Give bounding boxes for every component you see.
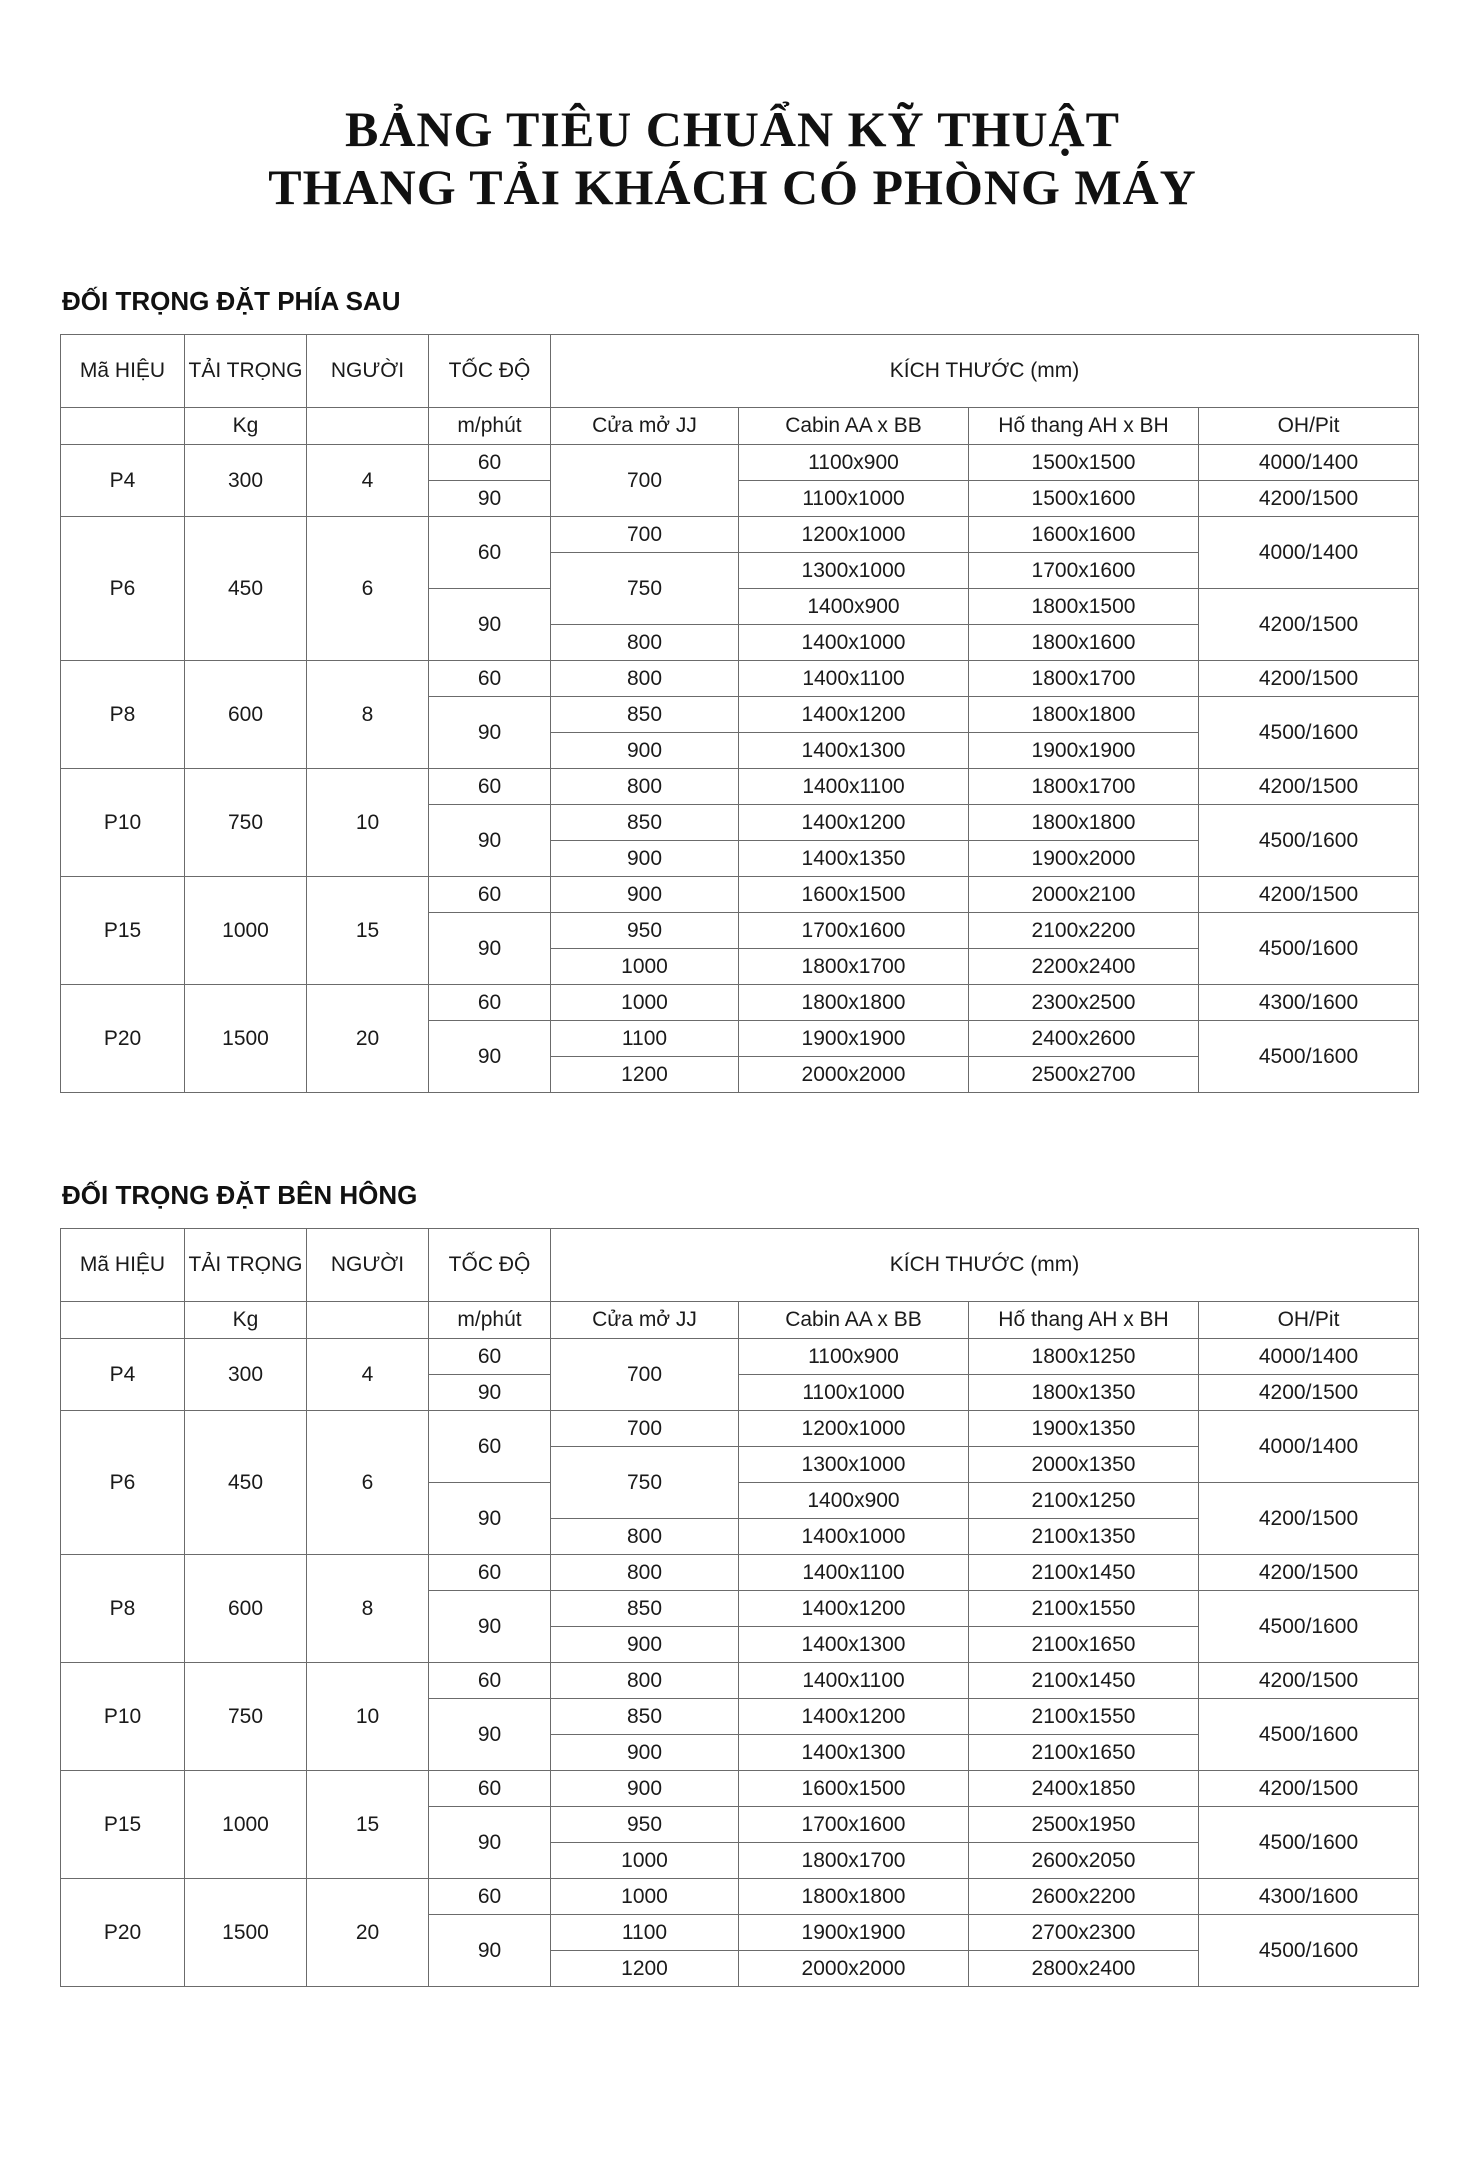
shaft-size-cell: 2500x2700 — [969, 1057, 1199, 1093]
model-code-cell: P15 — [61, 1771, 185, 1879]
shaft-size-cell: 2100x1650 — [969, 1735, 1199, 1771]
header-cua-mo: Cửa mở JJ — [551, 408, 739, 445]
speed-cell: 90 — [429, 1021, 551, 1093]
shaft-size-cell: 1700x1600 — [969, 553, 1199, 589]
cabin-size-cell: 1400x1300 — [739, 1735, 969, 1771]
speed-cell: 60 — [429, 445, 551, 481]
door-width-cell: 850 — [551, 1699, 739, 1735]
shaft-size-cell: 2100x1550 — [969, 1591, 1199, 1627]
table-row — [61, 445, 1419, 481]
oh-pit-cell: 4500/1600 — [1199, 1699, 1419, 1771]
door-width-cell: 800 — [551, 1519, 739, 1555]
persons-cell: 15 — [307, 1771, 429, 1879]
speed-cell: 60 — [429, 1879, 551, 1915]
door-width-cell: 950 — [551, 1807, 739, 1843]
load-kg-cell: 750 — [185, 769, 307, 877]
shaft-size-cell: 1800x1800 — [969, 697, 1199, 733]
oh-pit-cell: 4200/1500 — [1199, 1771, 1419, 1807]
oh-pit-cell: 4000/1400 — [1199, 445, 1419, 481]
load-kg-cell: 450 — [185, 517, 307, 661]
shaft-size-cell: 2100x1250 — [969, 1483, 1199, 1519]
speed-cell: 90 — [429, 1699, 551, 1771]
shaft-size-cell: 1800x1250 — [969, 1339, 1199, 1375]
cabin-size-cell: 1400x1100 — [739, 769, 969, 805]
cabin-size-cell: 1300x1000 — [739, 1447, 969, 1483]
door-width-cell: 1000 — [551, 1879, 739, 1915]
oh-pit-cell: 4200/1500 — [1199, 589, 1419, 661]
table-row — [61, 769, 1419, 805]
cabin-size-cell: 1400x1000 — [739, 1519, 969, 1555]
cabin-size-cell: 1800x1800 — [739, 985, 969, 1021]
door-width-cell: 900 — [551, 877, 739, 913]
header-ho-thang: Hố thang AH x BH — [969, 1302, 1199, 1339]
header-nguoi: NGƯỜI — [307, 335, 429, 408]
shaft-size-cell: 1800x1350 — [969, 1375, 1199, 1411]
shaft-size-cell: 2300x2500 — [969, 985, 1199, 1021]
door-width-cell: 1200 — [551, 1951, 739, 1987]
shaft-size-cell: 1900x2000 — [969, 841, 1199, 877]
header-blank — [307, 408, 429, 445]
header-tai-trong: TẢI TRỌNG — [185, 335, 307, 408]
speed-cell: 90 — [429, 1483, 551, 1555]
speed-cell: 60 — [429, 1339, 551, 1375]
speed-cell: 60 — [429, 1771, 551, 1807]
oh-pit-cell: 4200/1500 — [1199, 661, 1419, 697]
cabin-size-cell: 1900x1900 — [739, 1915, 969, 1951]
load-kg-cell: 600 — [185, 1555, 307, 1663]
section-heading-rear: ĐỐI TRỌNG ĐẶT PHÍA SAU — [62, 286, 401, 316]
table-row — [61, 1339, 1419, 1375]
door-width-cell: 750 — [551, 553, 739, 625]
header-blank — [61, 1302, 185, 1339]
oh-pit-cell: 4200/1500 — [1199, 1663, 1419, 1699]
model-code-cell: P8 — [61, 1555, 185, 1663]
load-kg-cell: 1000 — [185, 1771, 307, 1879]
oh-pit-cell: 4000/1400 — [1199, 1411, 1419, 1483]
load-kg-cell: 1000 — [185, 877, 307, 985]
shaft-size-cell: 2800x2400 — [969, 1951, 1199, 1987]
spec-table-rear-counterweight — [60, 334, 1419, 1093]
cabin-size-cell: 1400x900 — [739, 1483, 969, 1519]
cabin-size-cell: 1800x1800 — [739, 1879, 969, 1915]
title-line-1: BẢNG TIÊU CHUẨN KỸ THUẬT — [344, 101, 1121, 157]
cabin-size-cell: 1400x1000 — [739, 625, 969, 661]
speed-cell: 90 — [429, 1807, 551, 1879]
model-code-cell: P8 — [61, 661, 185, 769]
persons-cell: 8 — [307, 661, 429, 769]
speed-cell: 60 — [429, 1663, 551, 1699]
header-tai-trong: TẢI TRỌNG — [185, 1229, 307, 1302]
shaft-size-cell: 1600x1600 — [969, 517, 1199, 553]
shaft-size-cell: 2100x2200 — [969, 913, 1199, 949]
oh-pit-cell: 4200/1500 — [1199, 1483, 1419, 1555]
shaft-size-cell: 2400x2600 — [969, 1021, 1199, 1057]
cabin-size-cell: 1300x1000 — [739, 553, 969, 589]
oh-pit-cell: 4000/1400 — [1199, 1339, 1419, 1375]
header-toc-do: TỐC ĐỘ — [429, 1229, 551, 1302]
shaft-size-cell: 2600x2050 — [969, 1843, 1199, 1879]
door-width-cell: 800 — [551, 1555, 739, 1591]
header-oh-pit: OH/Pit — [1199, 1302, 1419, 1339]
header-blank — [307, 1302, 429, 1339]
shaft-size-cell: 2100x1650 — [969, 1627, 1199, 1663]
door-width-cell: 700 — [551, 1339, 739, 1411]
speed-cell: 60 — [429, 661, 551, 697]
shaft-size-cell: 1800x1700 — [969, 661, 1199, 697]
header-row-units — [61, 408, 1419, 445]
header-kich-thuoc: KÍCH THƯỚC (mm) — [551, 335, 1419, 408]
model-code-cell: P15 — [61, 877, 185, 985]
persons-cell: 8 — [307, 1555, 429, 1663]
model-code-cell: P4 — [61, 445, 185, 517]
oh-pit-cell: 4000/1400 — [1199, 517, 1419, 589]
cabin-size-cell: 1900x1900 — [739, 1021, 969, 1057]
speed-cell: 90 — [429, 589, 551, 661]
persons-cell: 20 — [307, 985, 429, 1093]
model-code-cell: P10 — [61, 769, 185, 877]
model-code-cell: P20 — [61, 1879, 185, 1987]
speed-cell: 60 — [429, 985, 551, 1021]
cabin-size-cell: 1600x1500 — [739, 877, 969, 913]
load-kg-cell: 1500 — [185, 985, 307, 1093]
shaft-size-cell: 1800x1700 — [969, 769, 1199, 805]
cabin-size-cell: 1100x900 — [739, 445, 969, 481]
header-row-units — [61, 1302, 1419, 1339]
shaft-size-cell: 2400x1850 — [969, 1771, 1199, 1807]
oh-pit-cell: 4500/1600 — [1199, 913, 1419, 985]
shaft-size-cell: 2100x1350 — [969, 1519, 1199, 1555]
shaft-size-cell: 1900x1350 — [969, 1411, 1199, 1447]
shaft-size-cell: 1800x1800 — [969, 805, 1199, 841]
speed-cell: 60 — [429, 517, 551, 589]
oh-pit-cell: 4500/1600 — [1199, 805, 1419, 877]
oh-pit-cell: 4300/1600 — [1199, 985, 1419, 1021]
shaft-size-cell: 1800x1500 — [969, 589, 1199, 625]
header-kg: Kg — [185, 408, 307, 445]
door-width-cell: 800 — [551, 661, 739, 697]
model-code-cell: P6 — [61, 517, 185, 661]
cabin-size-cell: 1400x1100 — [739, 661, 969, 697]
cabin-size-cell: 1100x1000 — [739, 1375, 969, 1411]
door-width-cell: 900 — [551, 1771, 739, 1807]
persons-cell: 6 — [307, 1411, 429, 1555]
header-row — [61, 335, 1419, 408]
cabin-size-cell: 1800x1700 — [739, 949, 969, 985]
header-nguoi: NGƯỜI — [307, 1229, 429, 1302]
model-code-cell: P10 — [61, 1663, 185, 1771]
section-heading-side: ĐỐI TRỌNG ĐẶT BÊN HÔNG — [62, 1180, 418, 1210]
door-width-cell: 700 — [551, 1411, 739, 1447]
door-width-cell: 900 — [551, 1735, 739, 1771]
cabin-size-cell: 1400x900 — [739, 589, 969, 625]
door-width-cell: 1000 — [551, 1843, 739, 1879]
speed-cell: 90 — [429, 481, 551, 517]
speed-cell: 90 — [429, 1375, 551, 1411]
shaft-size-cell: 1800x1600 — [969, 625, 1199, 661]
load-kg-cell: 750 — [185, 1663, 307, 1771]
speed-cell: 60 — [429, 877, 551, 913]
cabin-size-cell: 1400x1350 — [739, 841, 969, 877]
cabin-size-cell: 1400x1200 — [739, 1699, 969, 1735]
load-kg-cell: 300 — [185, 445, 307, 517]
table-row — [61, 1555, 1419, 1591]
oh-pit-cell: 4200/1500 — [1199, 877, 1419, 913]
shaft-size-cell: 2200x2400 — [969, 949, 1199, 985]
load-kg-cell: 1500 — [185, 1879, 307, 1987]
speed-cell: 90 — [429, 1591, 551, 1663]
header-cabin: Cabin AA x BB — [739, 1302, 969, 1339]
table-row — [61, 985, 1419, 1021]
cabin-size-cell: 2000x2000 — [739, 1057, 969, 1093]
speed-cell: 90 — [429, 805, 551, 877]
oh-pit-cell: 4500/1600 — [1199, 1915, 1419, 1987]
table-row — [61, 517, 1419, 553]
cabin-size-cell: 1700x1600 — [739, 1807, 969, 1843]
door-width-cell: 950 — [551, 913, 739, 949]
cabin-size-cell: 1400x1300 — [739, 733, 969, 769]
persons-cell: 4 — [307, 445, 429, 517]
speed-cell: 90 — [429, 1915, 551, 1987]
oh-pit-cell: 4500/1600 — [1199, 697, 1419, 769]
table-row — [61, 877, 1419, 913]
door-width-cell: 900 — [551, 733, 739, 769]
speed-cell: 60 — [429, 769, 551, 805]
shaft-size-cell: 2700x2300 — [969, 1915, 1199, 1951]
cabin-size-cell: 1400x1200 — [739, 697, 969, 733]
cabin-size-cell: 1200x1000 — [739, 517, 969, 553]
persons-cell: 10 — [307, 769, 429, 877]
cabin-size-cell: 2000x2000 — [739, 1951, 969, 1987]
door-width-cell: 700 — [551, 445, 739, 517]
persons-cell: 20 — [307, 1879, 429, 1987]
table-row — [61, 1663, 1419, 1699]
door-width-cell: 1000 — [551, 985, 739, 1021]
model-code-cell: P6 — [61, 1411, 185, 1555]
header-kg: Kg — [185, 1302, 307, 1339]
shaft-size-cell: 2600x2200 — [969, 1879, 1199, 1915]
door-width-cell: 850 — [551, 697, 739, 733]
header-ho-thang: Hố thang AH x BH — [969, 408, 1199, 445]
shaft-size-cell: 1500x1600 — [969, 481, 1199, 517]
table-row — [61, 1771, 1419, 1807]
cabin-size-cell: 1400x1200 — [739, 805, 969, 841]
table-row — [61, 1879, 1419, 1915]
oh-pit-cell: 4300/1600 — [1199, 1879, 1419, 1915]
shaft-size-cell: 1500x1500 — [969, 445, 1199, 481]
table-row — [61, 1411, 1419, 1447]
shaft-size-cell: 2100x1550 — [969, 1699, 1199, 1735]
header-cua-mo: Cửa mở JJ — [551, 1302, 739, 1339]
header-ma-hieu: Mã HIỆU — [61, 1229, 185, 1302]
header-blank — [61, 408, 185, 445]
persons-cell: 15 — [307, 877, 429, 985]
cabin-size-cell: 1400x1100 — [739, 1555, 969, 1591]
door-width-cell: 800 — [551, 625, 739, 661]
table-row — [61, 661, 1419, 697]
oh-pit-cell: 4500/1600 — [1199, 1021, 1419, 1093]
cabin-size-cell: 1600x1500 — [739, 1771, 969, 1807]
shaft-size-cell: 2000x2100 — [969, 877, 1199, 913]
speed-cell: 60 — [429, 1411, 551, 1483]
door-width-cell: 1000 — [551, 949, 739, 985]
door-width-cell: 1100 — [551, 1915, 739, 1951]
cabin-size-cell: 1100x900 — [739, 1339, 969, 1375]
shaft-size-cell: 2100x1450 — [969, 1663, 1199, 1699]
header-ma-hieu: Mã HIỆU — [61, 335, 185, 408]
cabin-size-cell: 1700x1600 — [739, 913, 969, 949]
header-row — [61, 1229, 1419, 1302]
model-code-cell: P20 — [61, 985, 185, 1093]
header-oh-pit: OH/Pit — [1199, 408, 1419, 445]
cabin-size-cell: 1800x1700 — [739, 1843, 969, 1879]
shaft-size-cell: 1900x1900 — [969, 733, 1199, 769]
oh-pit-cell: 4200/1500 — [1199, 1375, 1419, 1411]
door-width-cell: 850 — [551, 805, 739, 841]
cabin-size-cell: 1200x1000 — [739, 1411, 969, 1447]
shaft-size-cell: 2500x1950 — [969, 1807, 1199, 1843]
door-width-cell: 750 — [551, 1447, 739, 1519]
oh-pit-cell: 4500/1600 — [1199, 1591, 1419, 1663]
speed-cell: 90 — [429, 697, 551, 769]
cabin-size-cell: 1400x1200 — [739, 1591, 969, 1627]
door-width-cell: 700 — [551, 517, 739, 553]
persons-cell: 10 — [307, 1663, 429, 1771]
door-width-cell: 800 — [551, 1663, 739, 1699]
shaft-size-cell: 2100x1450 — [969, 1555, 1199, 1591]
persons-cell: 4 — [307, 1339, 429, 1411]
door-width-cell: 850 — [551, 1591, 739, 1627]
door-width-cell: 900 — [551, 841, 739, 877]
door-width-cell: 1100 — [551, 1021, 739, 1057]
door-width-cell: 800 — [551, 769, 739, 805]
model-code-cell: P4 — [61, 1339, 185, 1411]
cabin-size-cell: 1400x1100 — [739, 1663, 969, 1699]
load-kg-cell: 300 — [185, 1339, 307, 1411]
header-toc-do: TỐC ĐỘ — [429, 335, 551, 408]
speed-cell: 60 — [429, 1555, 551, 1591]
cabin-size-cell: 1100x1000 — [739, 481, 969, 517]
load-kg-cell: 600 — [185, 661, 307, 769]
door-width-cell: 900 — [551, 1627, 739, 1663]
shaft-size-cell: 2000x1350 — [969, 1447, 1199, 1483]
header-m-phut: m/phút — [429, 408, 551, 445]
cabin-size-cell: 1400x1300 — [739, 1627, 969, 1663]
oh-pit-cell: 4200/1500 — [1199, 769, 1419, 805]
oh-pit-cell: 4500/1600 — [1199, 1807, 1419, 1879]
header-m-phut: m/phút — [429, 1302, 551, 1339]
speed-cell: 90 — [429, 913, 551, 985]
page-title — [0, 100, 1465, 216]
oh-pit-cell: 4200/1500 — [1199, 481, 1419, 517]
persons-cell: 6 — [307, 517, 429, 661]
header-kich-thuoc: KÍCH THƯỚC (mm) — [551, 1229, 1419, 1302]
title-line-2: THANG TẢI KHÁCH CÓ PHÒNG MÁY — [268, 159, 1197, 215]
spec-table-side-counterweight — [60, 1228, 1419, 1987]
oh-pit-cell: 4200/1500 — [1199, 1555, 1419, 1591]
door-width-cell: 1200 — [551, 1057, 739, 1093]
header-cabin: Cabin AA x BB — [739, 408, 969, 445]
load-kg-cell: 450 — [185, 1411, 307, 1555]
